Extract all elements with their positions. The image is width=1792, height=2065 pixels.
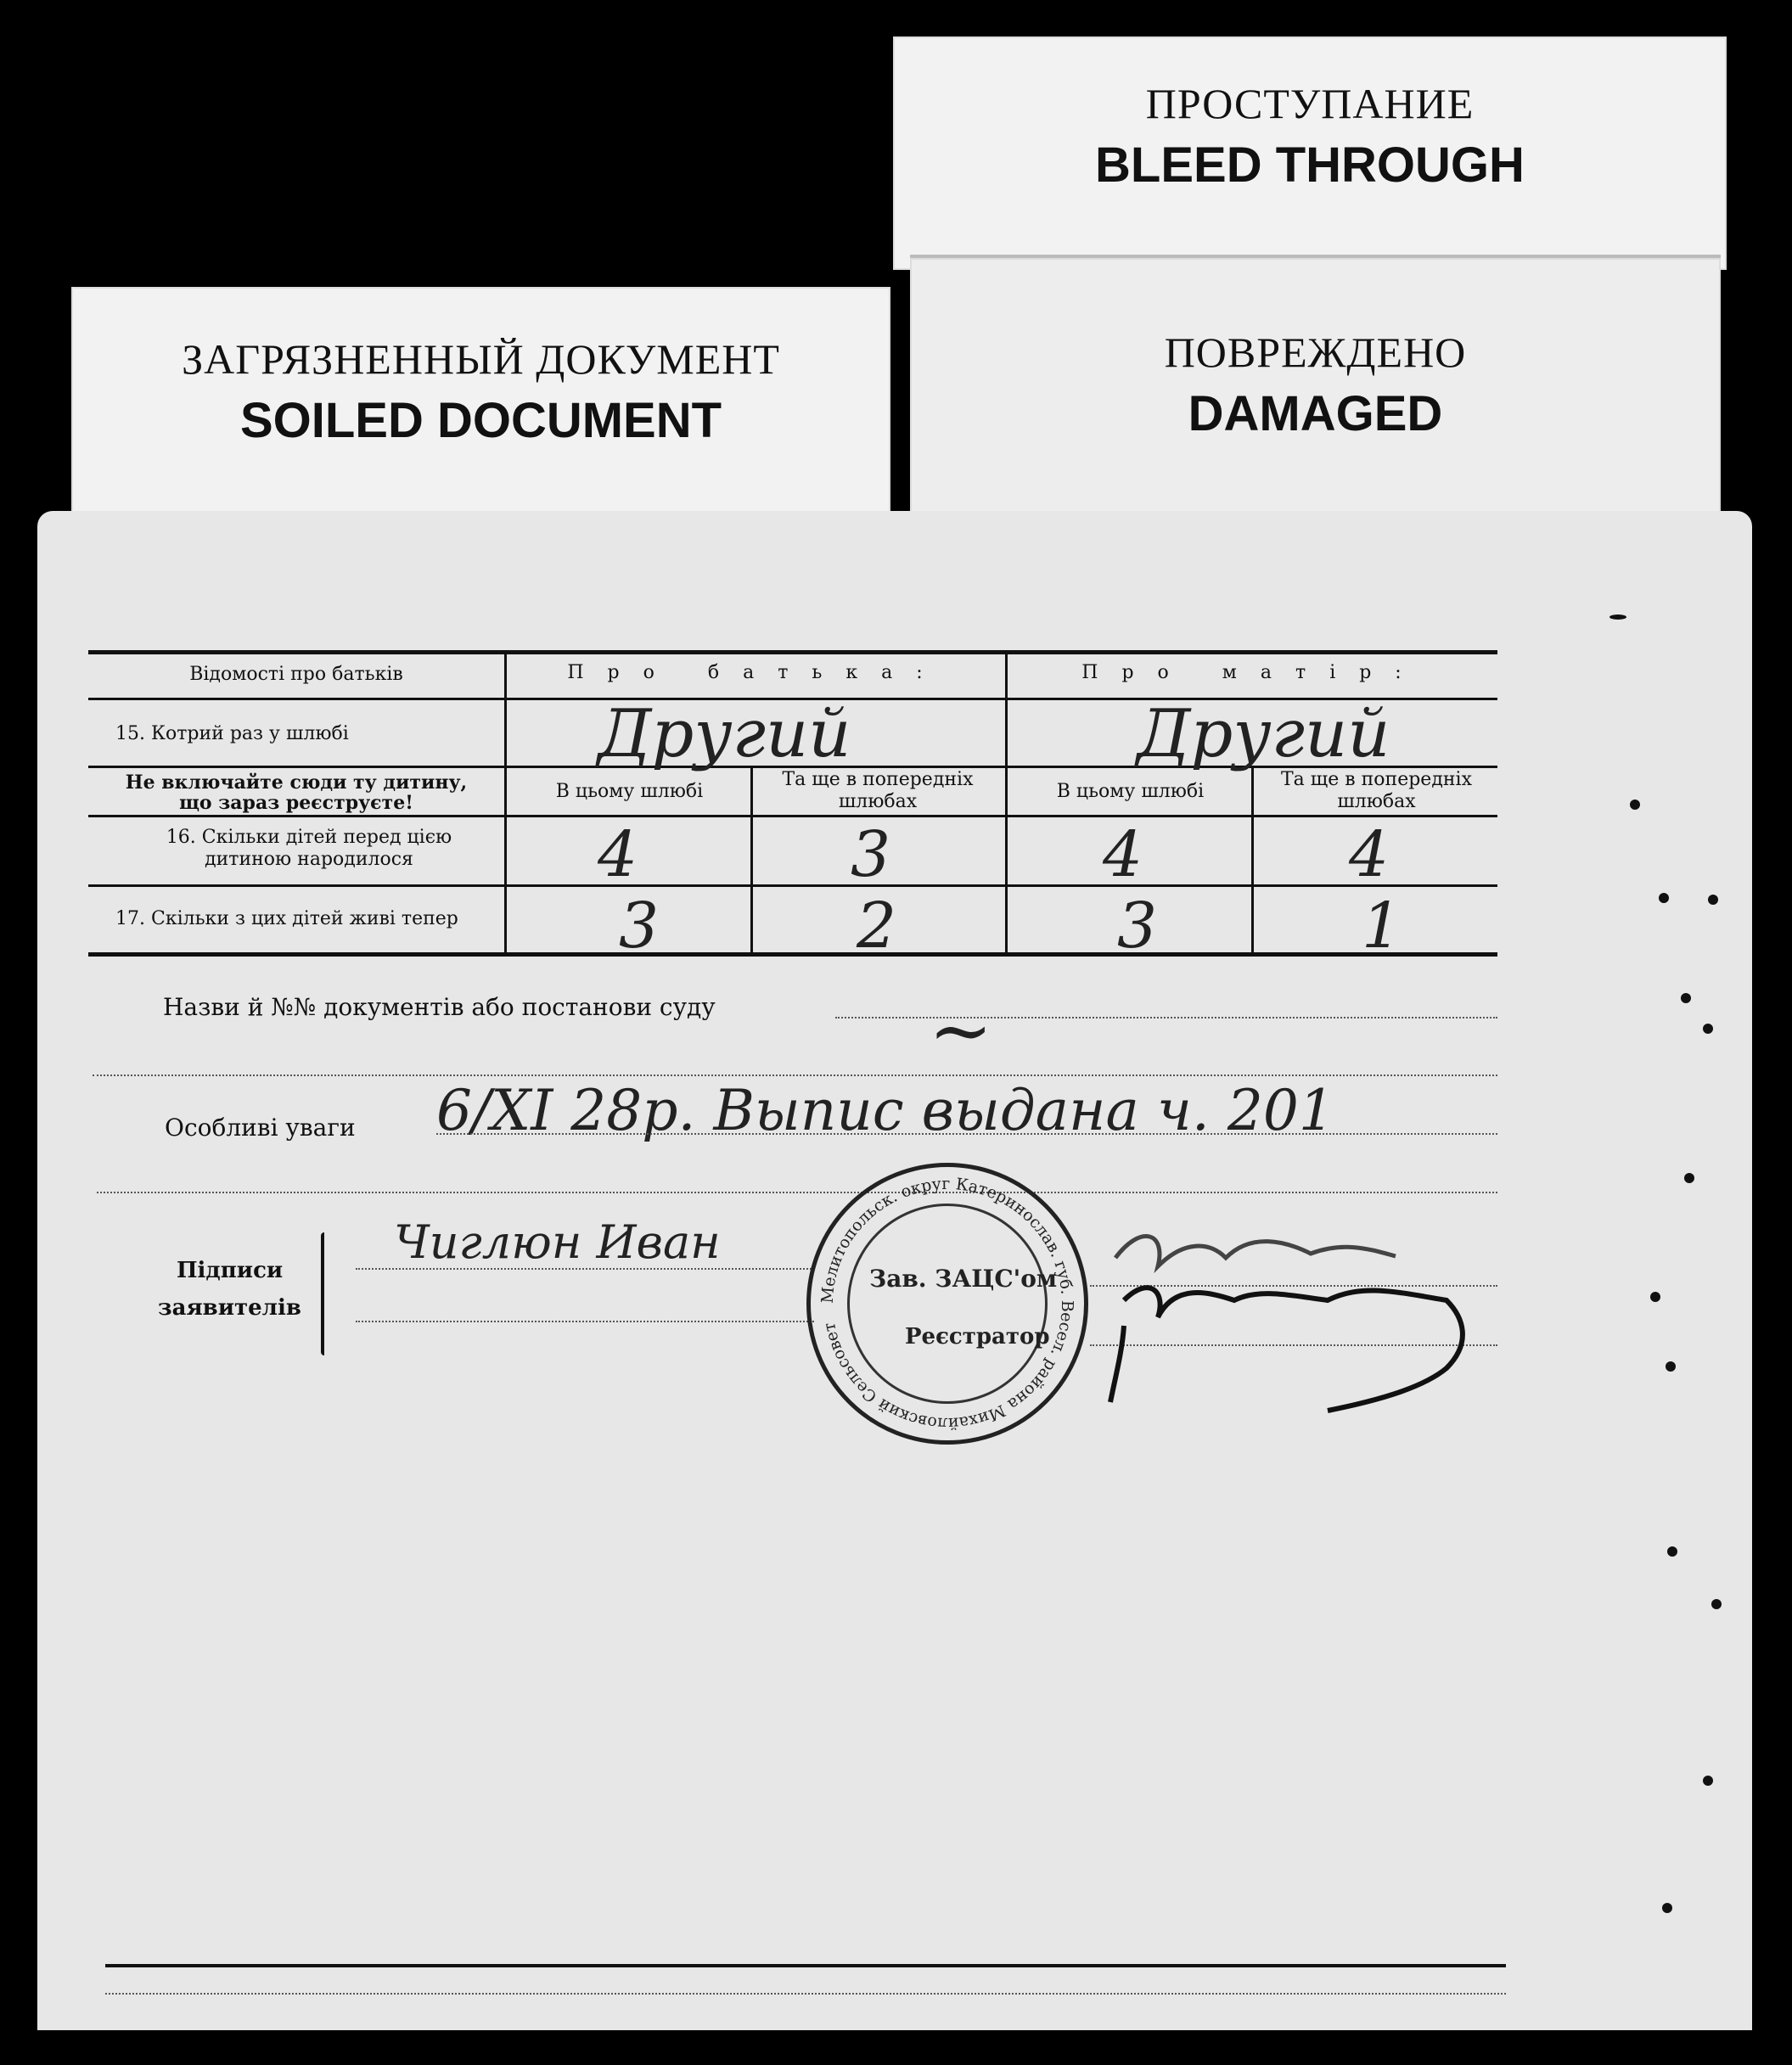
table-bottom-rule: [88, 952, 1497, 957]
page-bottom-rule: [105, 1964, 1506, 1967]
signatures-label-1: Підписи: [177, 1258, 284, 1283]
edge-damage-mark: [1667, 1546, 1677, 1557]
row17-mother-this: 3: [1117, 889, 1158, 962]
notes-label: Особливі уваги: [165, 1114, 356, 1142]
header-father: Про батька:: [567, 662, 947, 683]
damaged-flag: [910, 255, 1721, 528]
edge-damage-mark: [1630, 800, 1640, 810]
soiled-flag-ru: ЗАГРЯЗНЕННЫЙ ДОКУМЕНТ: [182, 335, 780, 383]
edge-damage-mark: [1681, 993, 1691, 1003]
stamp-ring-text: Мелитопольск. округ Катеринослав. губ. Весел. района Михайловский Сельсовет: [817, 1174, 1077, 1434]
table-col-rule: [1005, 650, 1008, 956]
row15-mother-value: Другий: [1137, 696, 1390, 772]
stamp-ring-text-svg: [811, 1167, 1084, 1440]
note-line-2: що зараз реєструєте!: [179, 792, 413, 814]
row16-father-this: 4: [598, 818, 638, 891]
table-top-rule: [88, 650, 1497, 654]
bleed-flag-en: BLEED THROUGH: [1095, 137, 1525, 193]
mother-prev-marriages-header-2: шлюбах: [1337, 791, 1416, 812]
signature-line-2: [356, 1321, 814, 1322]
head-of-registry-label: Зав. ЗАЦС'ом: [869, 1265, 1058, 1293]
documents-label: Назви й №№ документів або постанови суду: [163, 993, 716, 1021]
svg-text:Мелитопольск. округ Катериносл: [818, 1175, 1076, 1433]
damaged-flag-ru: ПОВРЕЖДЕНО: [1164, 328, 1467, 376]
signatures-label-2: заявителів: [158, 1295, 301, 1321]
edge-damage-mark: [1609, 614, 1626, 620]
row15-father-value: Другий: [598, 696, 851, 772]
edge-damage-mark: [1703, 1024, 1713, 1034]
soiled-document-flag: [71, 287, 890, 518]
row15-label: 15. Котрий раз у шлюбі: [115, 723, 349, 744]
header-parents-info: Відомості про батьків: [189, 664, 403, 685]
edge-damage-mark: [1708, 895, 1718, 905]
registrar-label: Реєстратор: [905, 1324, 1050, 1350]
row16-label-1: 16. Скільки дітей перед цією: [166, 827, 452, 848]
page-bottom-dots: [105, 1993, 1506, 1995]
row17-father-prev: 2: [857, 889, 897, 962]
edge-damage-mark: [1659, 893, 1669, 903]
signature-line-1: [356, 1268, 814, 1270]
row17-mother-prev: 1: [1362, 889, 1402, 962]
documents-line-2: [93, 1075, 1497, 1076]
row16-mother-prev: 4: [1349, 818, 1390, 891]
edge-damage-mark: [1703, 1776, 1713, 1786]
official-stamp: [806, 1163, 1088, 1445]
father-prev-marriages-header-2: шлюбах: [838, 791, 918, 812]
damaged-flag-en: DAMAGED: [1188, 386, 1443, 441]
row16-father-prev: 3: [851, 818, 891, 891]
note-line-1: Не включайте сюди ту дитину,: [125, 772, 468, 794]
edge-damage-mark: [1650, 1292, 1660, 1302]
notes-line-2: [97, 1192, 1497, 1193]
row16-label-2: дитиною народилося: [205, 849, 413, 870]
bleed-through-flag: [893, 36, 1727, 270]
signatures-brace: [321, 1232, 324, 1355]
row16-mother-this: 4: [1103, 818, 1143, 891]
document-sheet: [37, 511, 1752, 2030]
soiled-flag-en: SOILED DOCUMENT: [239, 393, 722, 448]
edge-damage-mark: [1662, 1903, 1672, 1913]
edge-damage-mark: [1684, 1173, 1694, 1183]
notes-value: 6/XI 28р. Выпис выдана ч. 201: [436, 1078, 1334, 1143]
documents-value: ~: [929, 986, 993, 1075]
mother-this-marriage-header: В цьому шлюбі: [1056, 781, 1205, 802]
applicant-signature: Чиглюн Иван: [394, 1215, 721, 1269]
table-rule: [88, 815, 1497, 817]
father-prev-marriages-header-1: Та ще в попередніх: [782, 769, 974, 790]
row17-father-this: 3: [619, 889, 660, 962]
notes-line: [436, 1133, 1497, 1135]
edge-damage-mark: [1666, 1361, 1676, 1372]
row17-label: 17. Скільки з цих дітей живі тепер: [115, 908, 458, 929]
father-this-marriage-header: В цьому шлюбі: [555, 781, 704, 802]
bleed-flag-ru: ПРОСТУПАНИЕ: [1145, 80, 1475, 127]
mother-prev-marriages-header-1: Та ще в попередніх: [1281, 769, 1472, 790]
official-signatures: [1090, 1207, 1531, 1428]
edge-damage-mark: [1711, 1599, 1722, 1609]
table-col-rule: [750, 766, 753, 956]
table-col-rule: [1251, 766, 1254, 956]
header-mother: Про матір:: [1081, 662, 1425, 683]
table-rule: [88, 884, 1497, 887]
